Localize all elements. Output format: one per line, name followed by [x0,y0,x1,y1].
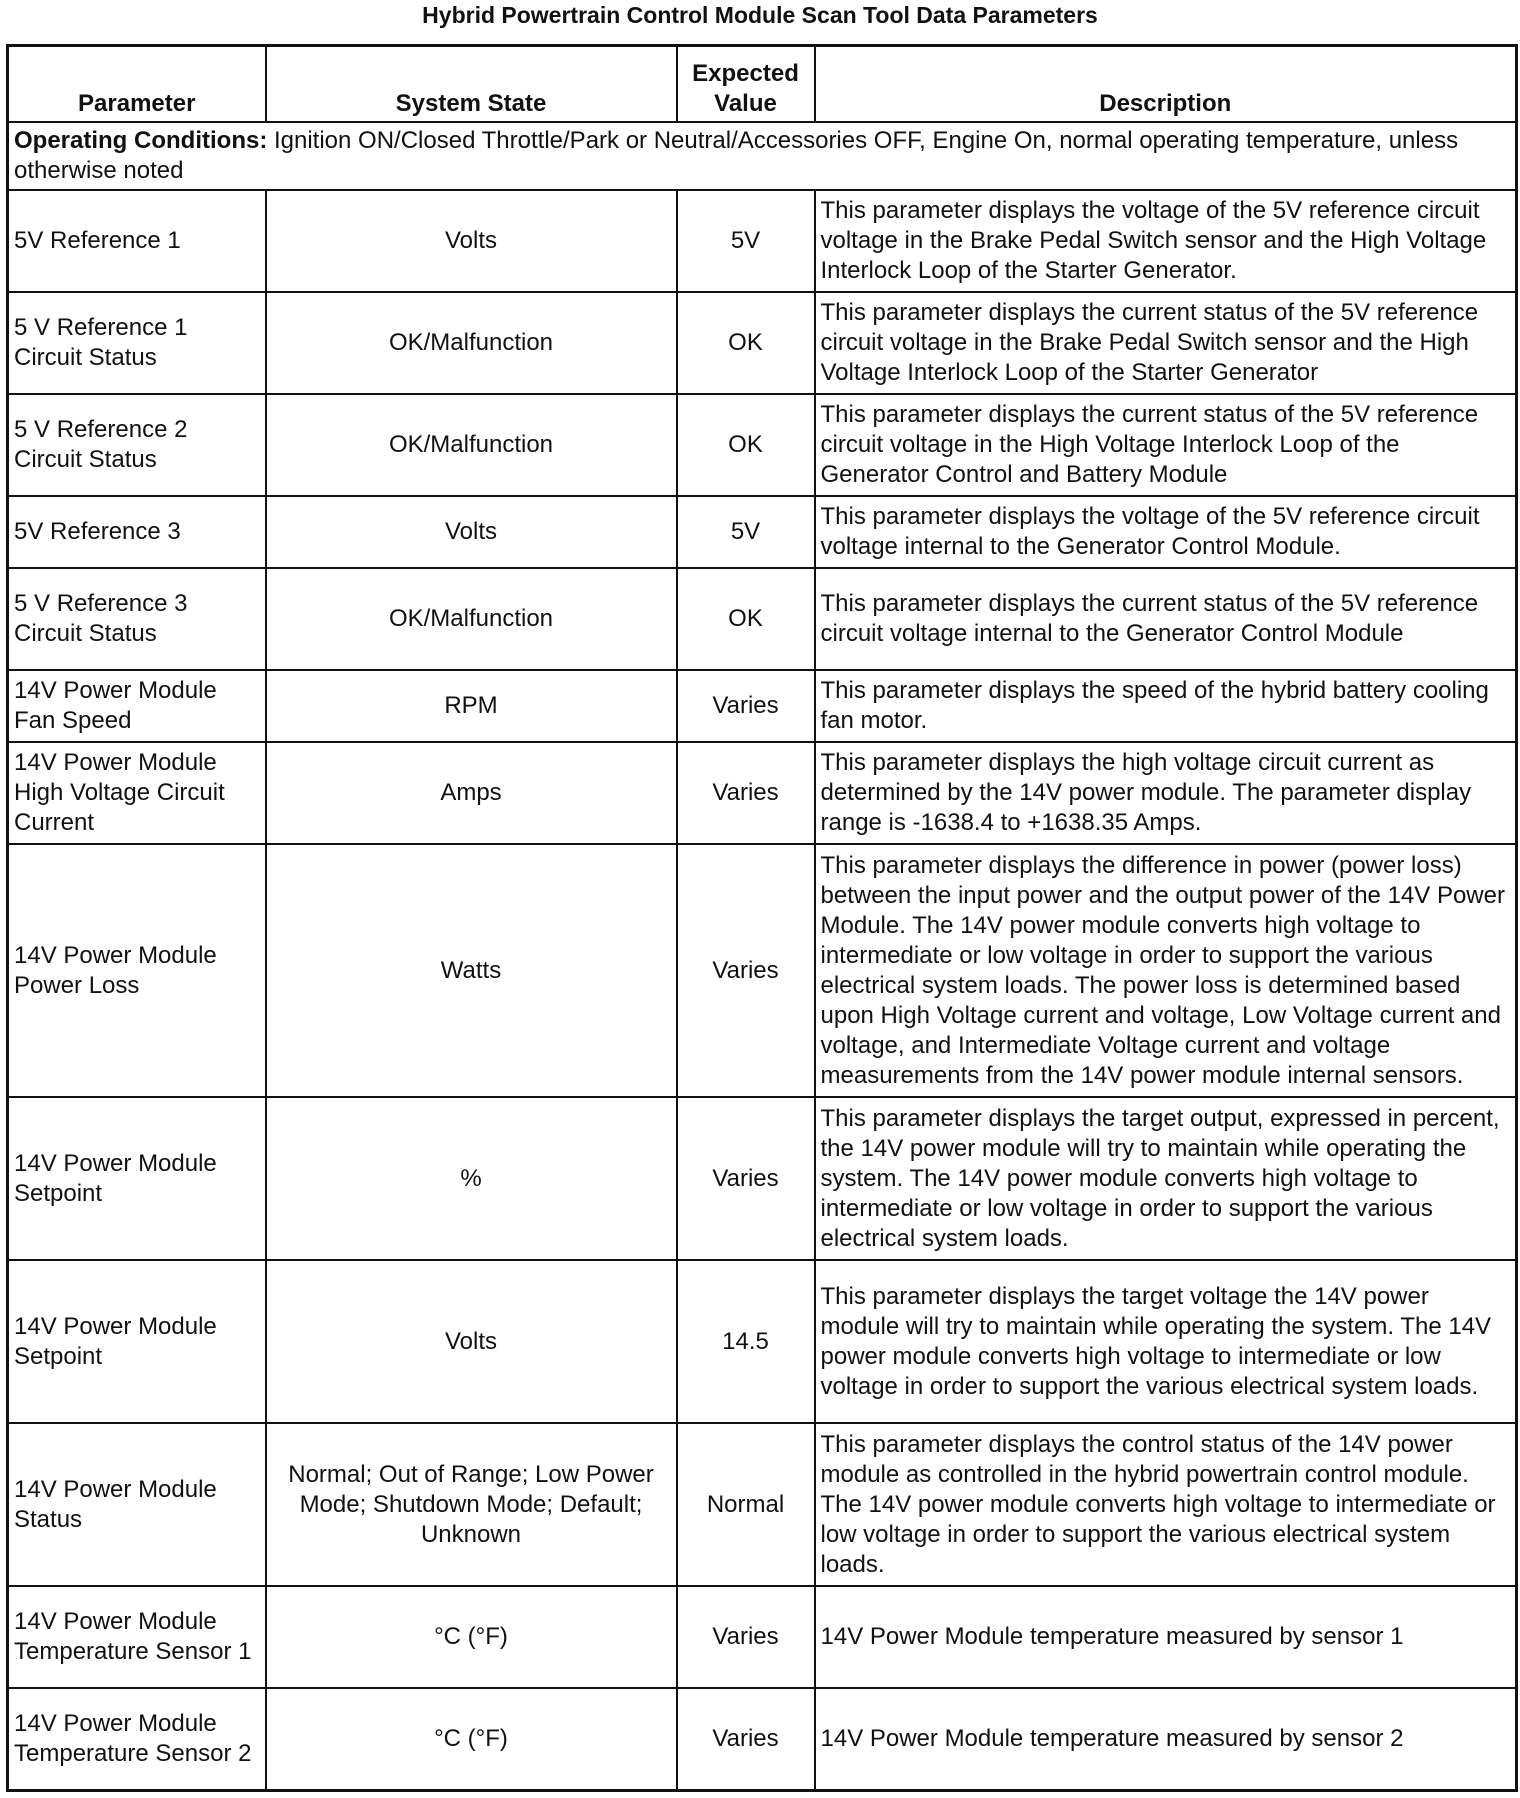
expected-value-cell: Varies [677,1586,815,1688]
expected-value-cell: OK [677,568,815,670]
description-cell: This parameter displays the current status of the 5V reference circuit voltage in the Brake Pedal Switch sensor and the High Voltage Interlock Loop of the Starter Generator [815,292,1517,394]
parameter-cell: 14V Power Module Status [8,1423,266,1586]
page-title: Hybrid Powertrain Control Module Scan Tool Data Parameters [422,2,1098,28]
parameter-cell: 14V Power Module Temperature Sensor 2 [8,1688,266,1790]
expected-value-cell: Varies [677,1688,815,1790]
table-row [8,670,1517,742]
expected-value-cell: 5V [677,496,815,568]
header-parameter: Parameter [8,46,266,123]
table-row [8,1097,1517,1260]
system-state-cell: OK/Malfunction [266,394,677,496]
table-row [8,190,1517,292]
system-state-cell: Amps [266,742,677,844]
operating-conditions-label: Operating Conditions: [14,127,268,154]
parameter-cell: 14V Power Module Temperature Sensor 1 [8,1586,266,1688]
expected-value-cell: 5V [677,190,815,292]
description-cell: This parameter displays the voltage of the 5V reference circuit voltage in the Brake Pedal Switch sensor and the High Voltage Interlock Loop of the Starter Generator. [815,190,1517,292]
table-row [8,1688,1517,1790]
expected-value-cell: OK [677,394,815,496]
system-state-cell: OK/Malfunction [266,292,677,394]
system-state-cell: Volts [266,496,677,568]
parameter-cell: 14V Power Module Setpoint [8,1260,266,1423]
system-state-cell: Watts [266,844,677,1097]
expected-value-cell: Varies [677,844,815,1097]
operating-conditions-cell [8,122,1517,190]
parameter-cell: 5V Reference 1 [8,190,266,292]
parameter-cell: 14V Power Module Setpoint [8,1097,266,1260]
expected-value-cell: Normal [677,1423,815,1586]
parameter-cell: 14V Power Module High Voltage Circuit Current [8,742,266,844]
header-description: Description [815,46,1517,123]
system-state-cell: Normal; Out of Range; Low Power Mode; Shutdown Mode; Default; Unknown [266,1423,677,1586]
description-cell: This parameter displays the current status of the 5V reference circuit voltage internal to the Generator Control Module [815,568,1517,670]
expected-value-cell: Varies [677,670,815,742]
description-cell: This parameter displays the difference in power (power loss) between the input power and the output power of the 14V Power Module. The 14V power module converts high voltage to intermediate or low voltage in order to support the various electrical system loads. The power loss is determined based upon High Voltage current and voltage, Low Voltage current and voltage, and Intermediate Voltage current and voltage measurements from the 14V power module internal sensors. [815,844,1517,1097]
operating-conditions-text: Ignition ON/Closed Throttle/Park or Neutral/Accessories OFF, Engine On, normal operating temperature, unless otherwise noted [14,127,1459,184]
parameter-cell: 5 V Reference 2 Circuit Status [8,394,266,496]
header-expected-value: Expected Value [677,46,815,123]
system-state-cell: °C (°F) [266,1586,677,1688]
description-cell: This parameter displays the speed of the hybrid battery cooling fan motor. [815,670,1517,742]
table-row [8,1260,1517,1423]
table-row [8,394,1517,496]
description-cell: 14V Power Module temperature measured by sensor 1 [815,1586,1517,1688]
parameters-table [6,44,1518,1792]
system-state-cell: RPM [266,670,677,742]
expected-value-cell: Varies [677,1097,815,1260]
parameter-cell: 5V Reference 3 [8,496,266,568]
parameter-cell: 14V Power Module Power Loss [8,844,266,1097]
system-state-cell: Volts [266,190,677,292]
table-row [8,844,1517,1097]
expected-value-cell: Varies [677,742,815,844]
table-row [8,496,1517,568]
parameter-cell: 14V Power Module Fan Speed [8,670,266,742]
table-row [8,292,1517,394]
parameter-cell: 5 V Reference 1 Circuit Status [8,292,266,394]
operating-conditions-row [8,122,1517,190]
parameter-cell: 5 V Reference 3 Circuit Status [8,568,266,670]
description-cell: This parameter displays the high voltage circuit current as determined by the 14V power module. The parameter display range is -1638.4 to +1638.35 Amps. [815,742,1517,844]
expected-value-cell: 14.5 [677,1260,815,1423]
description-cell: This parameter displays the current status of the 5V reference circuit voltage in the High Voltage Interlock Loop of the Generator Control and Battery Module [815,394,1517,496]
header-system-state: System State [266,46,677,123]
system-state-cell: °C (°F) [266,1688,677,1790]
expected-value-cell: OK [677,292,815,394]
description-cell: 14V Power Module temperature measured by sensor 2 [815,1688,1517,1790]
table-row [8,568,1517,670]
description-cell: This parameter displays the voltage of the 5V reference circuit voltage internal to the Generator Control Module. [815,496,1517,568]
table-row [8,1586,1517,1688]
description-cell: This parameter displays the target voltage the 14V power module will try to maintain while operating the system. The 14V power module converts high voltage to intermediate or low voltage in order to support the various electrical system loads. [815,1260,1517,1423]
system-state-cell: % [266,1097,677,1260]
system-state-cell: OK/Malfunction [266,568,677,670]
table-row [8,1423,1517,1586]
system-state-cell: Volts [266,1260,677,1423]
table-header-row [8,46,1517,123]
description-cell: This parameter displays the target output, expressed in percent, the 14V power module will try to maintain while operating the system. The 14V power module converts high voltage to intermediate or low voltage in order to support the various electrical system loads. [815,1097,1517,1260]
table-row [8,742,1517,844]
description-cell: This parameter displays the control status of the 14V power module as controlled in the hybrid powertrain control module. The 14V power module converts high voltage to intermediate or low voltage in order to support the various electrical system loads. [815,1423,1517,1586]
